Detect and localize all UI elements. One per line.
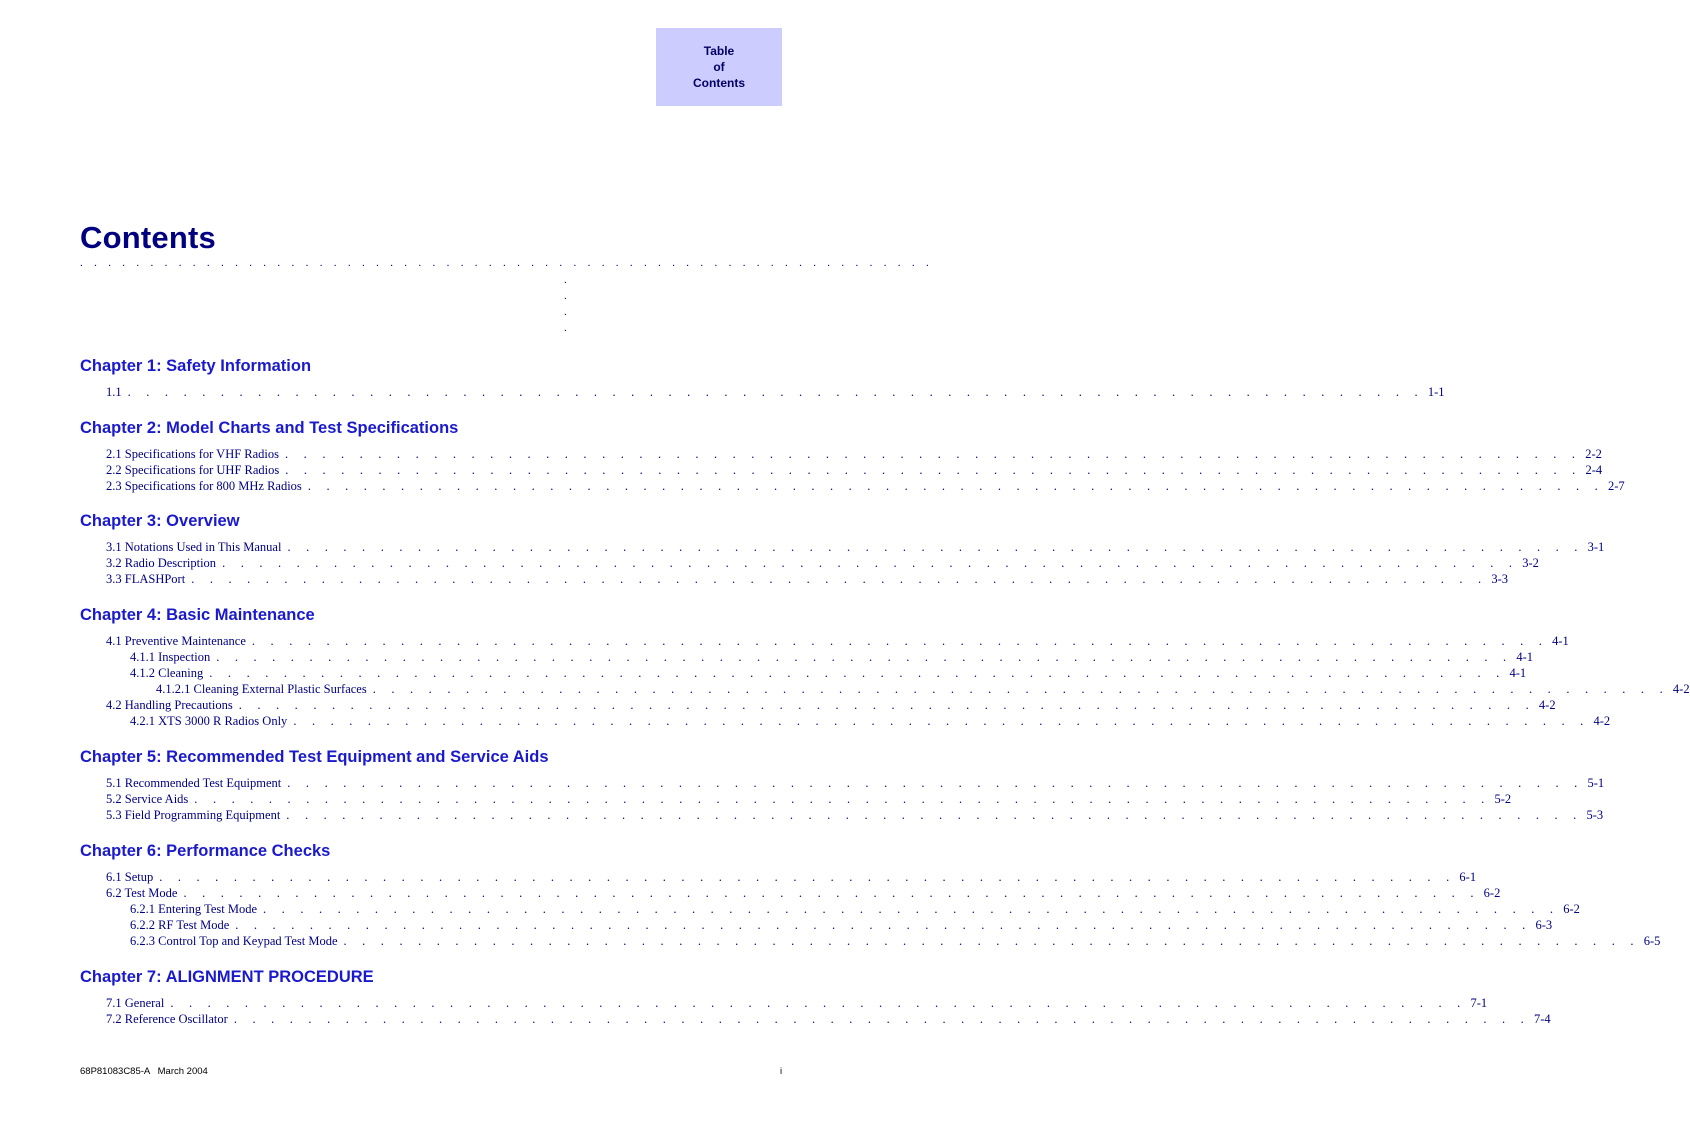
- entry-page: 5-1: [1587, 776, 1605, 790]
- entry-page: 4-2: [1538, 698, 1556, 712]
- entry-label: 6.2 Test Mode: [106, 886, 178, 900]
- toc-entry[interactable]: [80, 1011, 1551, 1027]
- dot-leader: . . . . . . . . . . . . . . . . . . . . . . . . . . . . . . . . . . . . . . . . . . . . . . . . . . . . . . . . . . . . . . . . . . . . . .: [287, 776, 1584, 790]
- dot-leader: . . . . . . . . . . . . . . . . . . . . . . . . . . . . . . . . . . . . . . . . . . . . . . . . . . . . . . . . . . . . . . . . . . . . . .: [216, 650, 1513, 664]
- entry-page: 3-1: [1587, 540, 1605, 554]
- dot-leader: . . . . . . . . . . . . . . . . . . . . . . . . . . . . . . . . . . . . . . . . . . . . . . . . . . . . . . . . . . . . . . . . . . . . . .: [222, 556, 1519, 570]
- dot-leader: . . . . . . . . . . . . . . . . . . . . . . . . . . . . . . . . . . . . . . . . . . . . . . . . . . . . . . . . . . . . . . . . . . . . . .: [159, 870, 1456, 884]
- entry-page: 1-1: [1427, 385, 1445, 399]
- dot-leader: . . . . . . . . . . . . . . . . . . . . . . . . . . . . . . . . . . . . . . . . . . . . . . . . . . . . . . . . . . . . . . . . . . . . . .: [251, 634, 1549, 648]
- dot-leader: . . . . . . . . . . . . . . . . . . . . . . . . . . . . . . . . . . . . . . . . . . . . . . . . . . . . . . . . . . . . . . . . . . . . . .: [293, 714, 1590, 728]
- entry-label: 2.3 Specifications for 800 MHz Radios: [106, 479, 302, 493]
- toc-entry[interactable]: [80, 869, 1477, 885]
- toc-entry[interactable]: [80, 649, 1534, 665]
- toc-entry[interactable]: [80, 633, 1569, 649]
- entry-page: 7-1: [1470, 996, 1488, 1010]
- dot-leader: . . . . . . . . . . . . . . . . . . . . . . . . . . . . . . . . . . . . . . . . . . . . . . . . . . . . . . . . . . . . . . . . . . . . . .: [263, 902, 1560, 916]
- toc-tab-line2: of: [713, 60, 725, 74]
- dot-leader: . . . . . . . . . . . . . . . . . . . . . . . . . . . . . . . . . . . . . . . . . . . . . . . . . . . . . . . . . . . . . . . . . . . . . .: [194, 792, 1491, 806]
- toc-entry[interactable]: [80, 462, 1603, 478]
- toc-tab-line1: Table: [703, 44, 735, 58]
- dot-leader: . . . . . . . . . . . . . . . . . . . . . . . . . . . . . . . . . . . . . . . . . . . . . . . . . . . . . . . . . . . . . . . . . . . . . .: [183, 886, 1480, 900]
- entry-page: 3-2: [1522, 556, 1539, 570]
- entry-label: 3.2 Radio Description: [106, 556, 217, 570]
- chapter-heading[interactable]: Chapter 4: Basic Maintenance: [80, 606, 315, 624]
- entry-label: 6.2.1 Entering Test Mode: [130, 902, 258, 916]
- entry-label: 5.3 Field Programming Equipment: [106, 808, 281, 822]
- toc-entry[interactable]: [80, 384, 1445, 400]
- toc-entry[interactable]: [80, 571, 1509, 587]
- entry-label: 1.1: [106, 385, 122, 399]
- chapter-4: [80, 605, 1690, 729]
- entry-label: 7.1 General: [106, 996, 165, 1010]
- entry-page: 6-1: [1459, 870, 1477, 884]
- toc-entry[interactable]: [80, 713, 1611, 729]
- chapter-heading[interactable]: Chapter 1: Safety Information: [80, 357, 312, 375]
- entry-label: 7.2 Reference Oscillator: [106, 1012, 228, 1026]
- toc-entry[interactable]: [80, 775, 1605, 791]
- dot-leader: . . . . . . . . . . . . . . . . . . . . . . . . . . . . . . . . . . . . . . . . . . . . . . . . . . . . . . . . . . . . . . . . . . . . . .: [238, 698, 1535, 712]
- entry-page: 6-2: [1483, 886, 1501, 900]
- chapter-heading[interactable]: Chapter 6: Performance Checks: [80, 842, 331, 860]
- entry-page: 6-3: [1535, 918, 1553, 932]
- entry-page: 4-2: [1593, 714, 1611, 728]
- dot-leader: . . . . . . . . . . . . . . . . . . . . . . . . . . . . . . . . . . . . . . . . . . . . . . . . . . . . . . . . . . . . . . . . . . . . . .: [127, 385, 1424, 399]
- title-vertical-dots: . . . .: [564, 274, 567, 334]
- chapter-6: [80, 841, 1661, 949]
- entry-page: 2-4: [1585, 463, 1603, 477]
- entry-page: 6-5: [1643, 934, 1661, 948]
- entry-page: 3-3: [1491, 572, 1509, 586]
- dot-leader: . . . . . . . . . . . . . . . . . . . . . . . . . . . . . . . . . . . . . . . . . . . . . . . . . . . . . . . . . . . . . . . . . . . . . .: [191, 572, 1488, 586]
- chapter-heading[interactable]: Chapter 5: Recommended Test Equipment and Service Aids: [80, 748, 549, 766]
- entry-page: 2-2: [1585, 447, 1602, 461]
- entry-label: 3.3 FLASHPort: [106, 572, 186, 586]
- toc-entry[interactable]: [80, 901, 1580, 917]
- toc-entry[interactable]: [80, 478, 1625, 494]
- entry-page: 4-1: [1509, 666, 1527, 680]
- entry-label: 2.1 Specifications for VHF Radios: [106, 447, 280, 461]
- toc-entry[interactable]: [80, 995, 1488, 1011]
- entry-page: 4-2: [1672, 682, 1690, 696]
- dot-leader: . . . . . . . . . . . . . . . . . . . . . . . . . . . . . . . . . . . . . . . . . . . . . . . . . . . . . . . . . . . . . . . . . . . . . .: [307, 479, 1604, 493]
- entry-label: 4.1.1 Inspection: [130, 650, 211, 664]
- entry-page: 4-1: [1552, 634, 1569, 648]
- toc-entry[interactable]: [80, 681, 1690, 697]
- entry-page: 5-2: [1494, 792, 1512, 806]
- toc-entry[interactable]: [80, 807, 1604, 823]
- dot-leader: . . . . . . . . . . . . . . . . . . . . . . . . . . . . . . . . . . . . . . . . . . . . . . . . . . . . . . . . . . . . . . . . . . . . . .: [287, 540, 1584, 554]
- entry-label: 4.1 Preventive Maintenance: [106, 634, 246, 648]
- title-dotted-rule: . . . . . . . . . . . . . . . . . . . . . . . . . . . . . . . . . . . . . . . . . . . . . . . . . . . . . . . . . . . . .: [80, 257, 934, 269]
- footer-document-id: 68P81083C85-A March 2004: [80, 1066, 208, 1077]
- dot-leader: . . . . . . . . . . . . . . . . . . . . . . . . . . . . . . . . . . . . . . . . . . . . . . . . . . . . . . . . . . . . . . . . . . . . . .: [285, 463, 1582, 477]
- toc-entry[interactable]: [80, 555, 1539, 571]
- table-of-contents-tab[interactable]: [656, 28, 782, 106]
- entry-page: 4-1: [1516, 650, 1534, 664]
- dot-leader: . . . . . . . . . . . . . . . . . . . . . . . . . . . . . . . . . . . . . . . . . . . . . . . . . . . . . . . . . . . . . . . . . . . . . .: [343, 934, 1640, 948]
- toc-entry[interactable]: [80, 446, 1602, 462]
- chapter-heading[interactable]: Chapter 2: Model Charts and Test Specifications: [80, 419, 459, 437]
- entry-page: 6-2: [1563, 902, 1580, 916]
- chapter-5: [80, 747, 1605, 823]
- dot-leader: . . . . . . . . . . . . . . . . . . . . . . . . . . . . . . . . . . . . . . . . . . . . . . . . . . . . . . . . . . . . . . . . . . . . . .: [235, 918, 1532, 932]
- dot-leader: . . . . . . . . . . . . . . . . . . . . . . . . . . . . . . . . . . . . . . . . . . . . . . . . . . . . . . . . . . . . . . . . . . . . . .: [372, 682, 1669, 696]
- toc-entry[interactable]: [80, 885, 1501, 901]
- entry-label: 2.2 Specifications for UHF Radios: [106, 463, 280, 477]
- entry-label: 5.1 Recommended Test Equipment: [106, 776, 282, 790]
- dot-leader: . . . . . . . . . . . . . . . . . . . . . . . . . . . . . . . . . . . . . . . . . . . . . . . . . . . . . . . . . . . . . . . . . . . . . .: [285, 447, 1582, 461]
- toc-entry[interactable]: [80, 791, 1512, 807]
- entry-page: 2-7: [1608, 479, 1625, 493]
- entry-label: 6.2.3 Control Top and Keypad Test Mode: [130, 934, 338, 948]
- chapter-2: [80, 418, 1625, 494]
- dot-leader: . . . . . . . . . . . . . . . . . . . . . . . . . . . . . . . . . . . . . . . . . . . . . . . . . . . . . . . . . . . . . . . . . . . . . .: [170, 996, 1467, 1010]
- chapter-3: [80, 511, 1605, 587]
- dot-leader: . . . . . . . . . . . . . . . . . . . . . . . . . . . . . . . . . . . . . . . . . . . . . . . . . . . . . . . . . . . . . . . . . . . . . .: [233, 1012, 1531, 1026]
- entry-page: 5-3: [1586, 808, 1604, 822]
- chapter-1: [80, 356, 1445, 400]
- entry-label: 4.1.2 Cleaning: [130, 666, 204, 680]
- chapter-7: [80, 967, 1551, 1027]
- entry-label: 5.2 Service Aids: [106, 792, 189, 806]
- entry-label: 6.2.2 RF Test Mode: [130, 918, 230, 932]
- entry-label: 6.1 Setup: [106, 870, 154, 884]
- toc-entry[interactable]: [80, 933, 1661, 949]
- chapter-heading[interactable]: Chapter 7: ALIGNMENT PROCEDURE: [80, 968, 374, 986]
- dot-leader: . . . . . . . . . . . . . . . . . . . . . . . . . . . . . . . . . . . . . . . . . . . . . . . . . . . . . . . . . . . . . . . . . . . . . .: [209, 666, 1506, 680]
- chapter-heading[interactable]: Chapter 3: Overview: [80, 512, 240, 530]
- page-title: Contents: [80, 220, 216, 255]
- footer-page-number: i: [780, 1066, 783, 1077]
- toc-entry[interactable]: [80, 917, 1553, 933]
- entry-label: 3.1 Notations Used in This Manual: [106, 540, 282, 554]
- entry-label: 4.2.1 XTS 3000 R Radios Only: [130, 714, 288, 728]
- toc-entry[interactable]: [80, 665, 1527, 681]
- dot-leader: . . . . . . . . . . . . . . . . . . . . . . . . . . . . . . . . . . . . . . . . . . . . . . . . . . . . . . . . . . . . . . . . . . . . . .: [286, 808, 1583, 822]
- entry-label: 4.1.2.1 Cleaning External Plastic Surfaces: [156, 682, 367, 696]
- toc-tab-line3: Contents: [693, 76, 745, 90]
- toc-entry[interactable]: [80, 539, 1605, 555]
- entry-label: 4.2 Handling Precautions: [106, 698, 233, 712]
- entry-page: 7-4: [1534, 1012, 1551, 1026]
- toc-entry[interactable]: [80, 697, 1556, 713]
